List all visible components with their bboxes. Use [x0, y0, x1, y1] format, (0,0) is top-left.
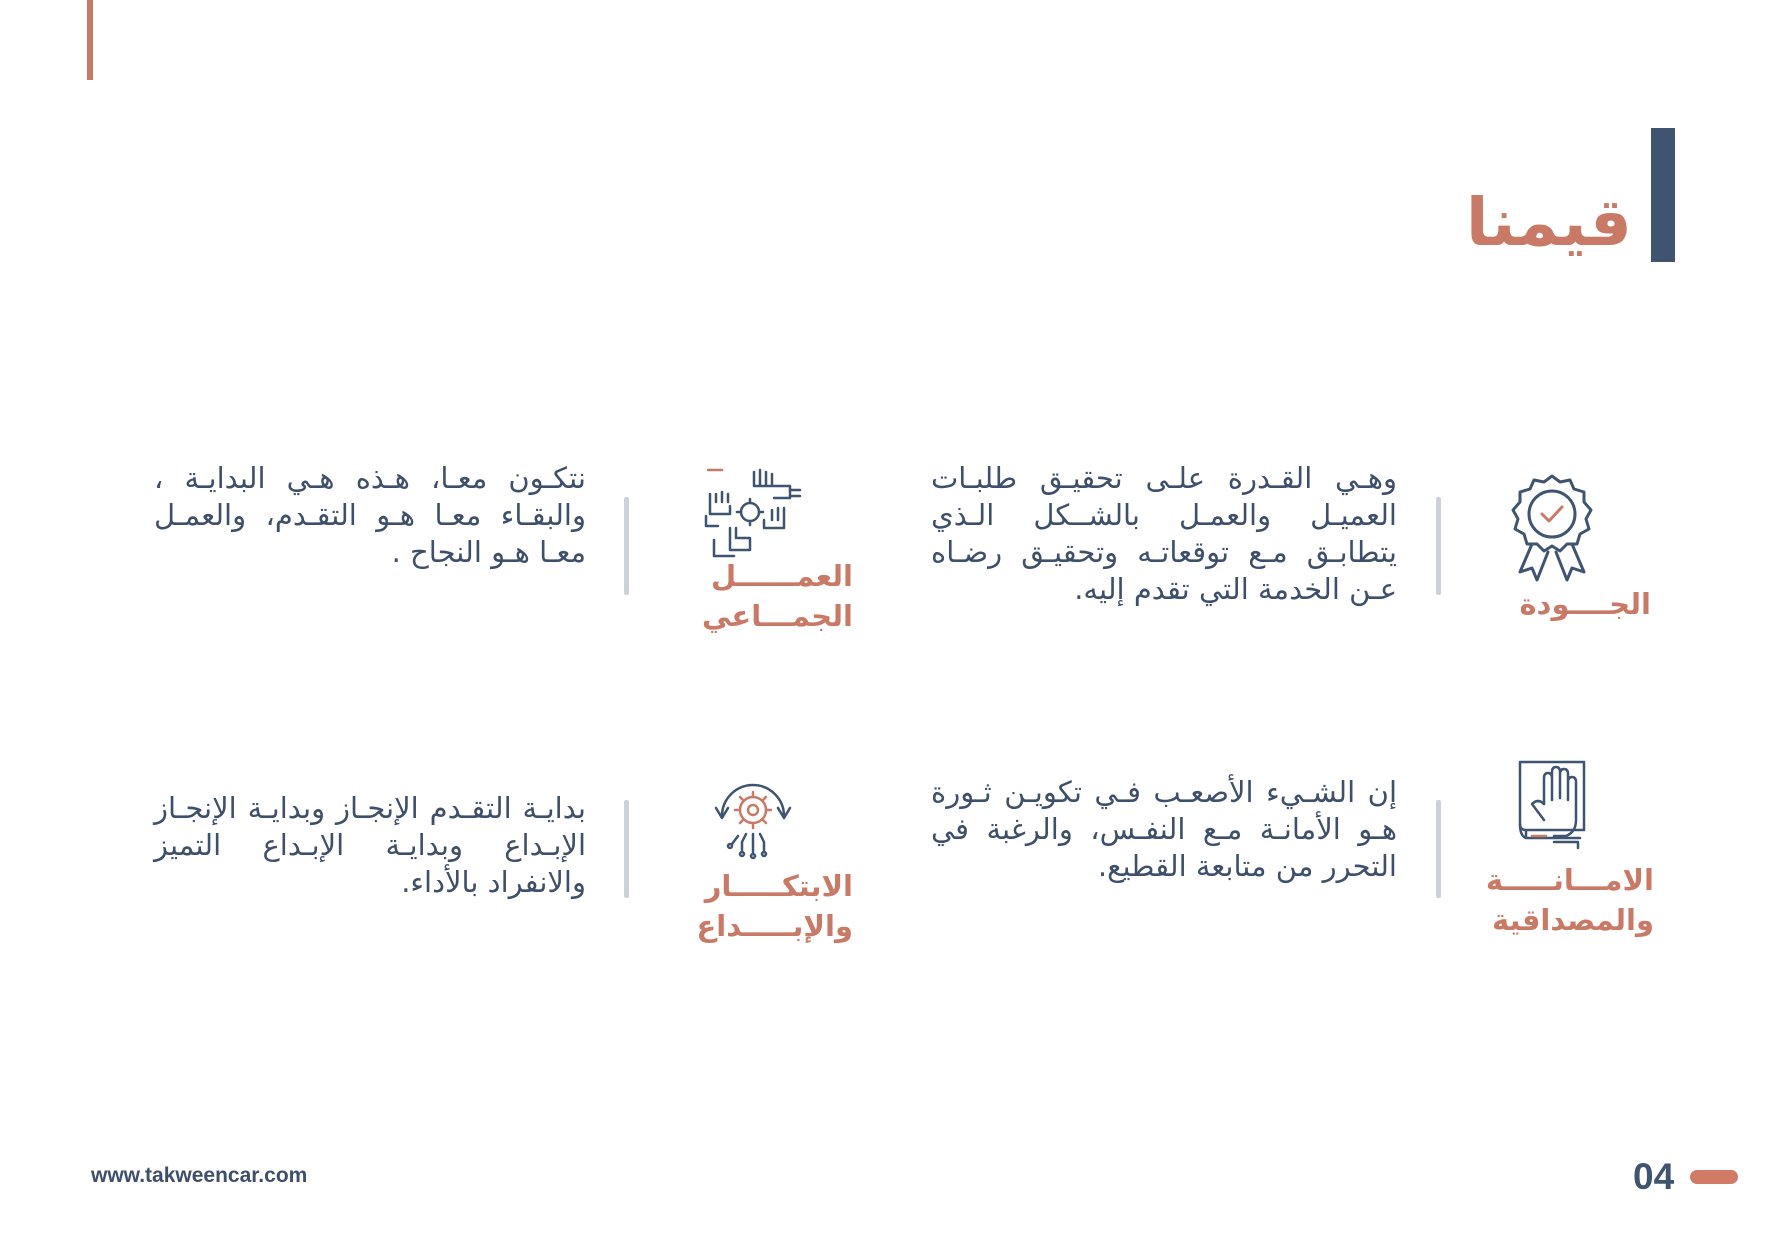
value-label-innovation [696, 866, 853, 946]
joined-hands-icon [700, 466, 804, 560]
footer-url: www.takweencar.com [91, 1164, 308, 1187]
page-number: 04 [1633, 1156, 1675, 1197]
value-label-line: الامـــانـــــة [1485, 863, 1654, 897]
value-desc-teamwork: نتكـون معـا، هـذه هـي البدايـة ، والبقـاء معـا هـو التقـدم، والعمـل معـا هـو النجاح . [154, 461, 586, 569]
top-accent-line [87, 0, 93, 80]
value-label-line: الجــــودة [1519, 587, 1651, 621]
separator-teamwork [624, 497, 629, 595]
separator-innovation [624, 800, 629, 898]
value-desc-innovation: بدايـة التقـدم الإنجـاز وبدايـة الإنجـاز الإبـداع وبدايـة الإبـداع التميز والانفراد بالأداء. [154, 791, 586, 899]
award-badge-icon [1504, 470, 1600, 590]
page-number-pill [1690, 1170, 1738, 1184]
value-label-line: والإبـــــداع [696, 909, 853, 943]
hand-on-book-icon [1514, 758, 1594, 850]
value-label-line: والمصداقية [1492, 903, 1654, 937]
value-label-line: العمــــــل [711, 559, 853, 593]
value-label-quality [1519, 584, 1651, 624]
value-label-integrity [1486, 860, 1654, 940]
separator-quality [1436, 497, 1441, 595]
value-label-line: الجمـــاعي [702, 599, 853, 633]
title-accent-bar [1651, 128, 1675, 262]
separator-integrity [1436, 800, 1441, 898]
value-desc-integrity: إن الشـيء الأصعـب فـي تكويـن ثـورة هـو الأمانـة مـع النفـس، والرغبة في التحرر من متابعة القطيع. [931, 775, 1397, 883]
value-label-teamwork [702, 556, 853, 636]
value-label-line: الابتكـــــار [704, 869, 853, 903]
innovation-gear-icon [710, 774, 796, 860]
page-title: قيمنا [1465, 184, 1632, 261]
value-desc-quality: وهـي القـدرة علـى تحقيـق طلبـات العميـل والعمـل بالشــكل الـذي يتطابـق مـع توقعاتـه وتحقيـق رضـاه عـن الخدمة التي تقدم إليه. [931, 461, 1397, 606]
